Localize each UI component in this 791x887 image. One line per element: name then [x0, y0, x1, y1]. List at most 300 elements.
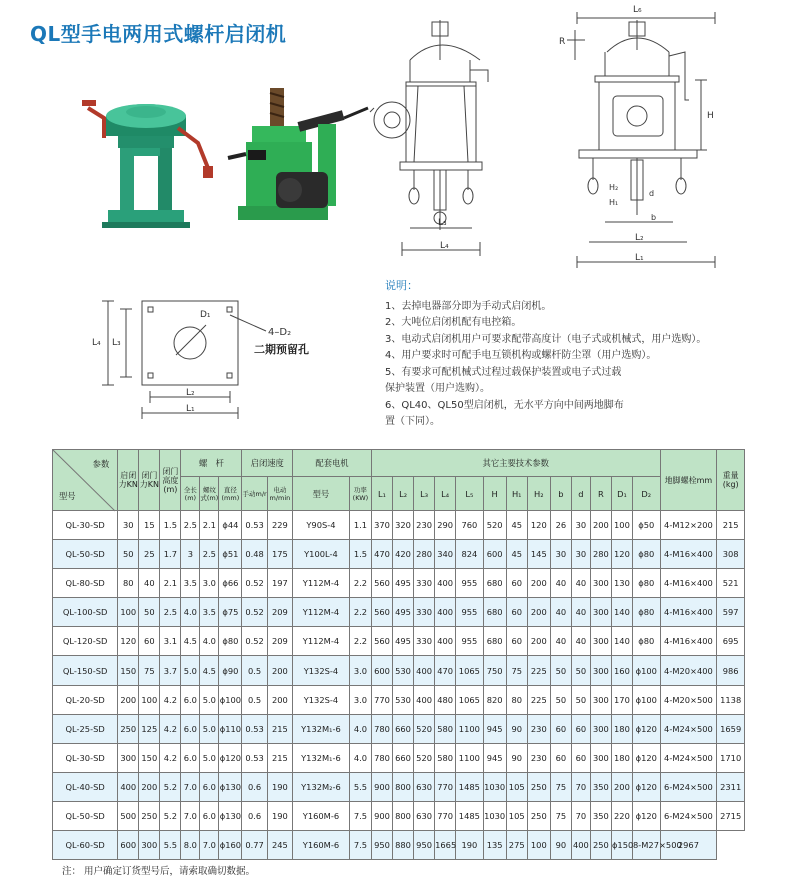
table-cell: 4-M16×400 — [660, 598, 717, 627]
table-cell: 1.5 — [160, 511, 181, 540]
table-row — [53, 656, 745, 685]
header-close-force: 闭门力KN — [139, 450, 160, 511]
table-cell: 4.0 — [200, 627, 219, 656]
table-cell: 340 — [435, 540, 456, 569]
table-cell: ϕ80 — [219, 627, 242, 656]
header-other-l5: L₅ — [456, 477, 483, 511]
table-cell: 25 — [139, 540, 160, 569]
table-cell: 250 — [139, 801, 160, 830]
table-cell: 2.2 — [349, 598, 371, 627]
table-row — [53, 831, 745, 860]
front-elevation-drawing — [555, 0, 740, 275]
table-cell: QL-100-SD — [53, 598, 118, 627]
table-cell: 60 — [506, 598, 527, 627]
table-cell: 480 — [435, 685, 456, 714]
label-b: b — [651, 213, 657, 222]
table-cell: 50 — [571, 685, 590, 714]
header-anchor-bolt: 地脚螺栓mm — [660, 450, 717, 511]
table-cell: 60 — [506, 569, 527, 598]
table-cell: 75 — [550, 772, 571, 801]
table-cell: 560 — [371, 627, 392, 656]
label-holes: 4–D₂ — [268, 327, 292, 338]
table-cell: 370 — [371, 511, 392, 540]
table-cell: 6.0 — [181, 743, 200, 772]
table-cell: 300 — [590, 685, 611, 714]
table-cell: 955 — [456, 627, 483, 656]
table-cell: 6.0 — [181, 685, 200, 714]
table-cell: 4.0 — [181, 598, 200, 627]
label-h: H — [707, 111, 714, 121]
spec-table — [52, 449, 745, 860]
table-cell: 770 — [371, 685, 392, 714]
table-cell: 8-M27×500 — [632, 831, 660, 860]
table-cell: 330 — [414, 627, 435, 656]
header-other-d: d — [571, 477, 590, 511]
table-cell: ϕ80 — [632, 627, 660, 656]
header-other-b: b — [550, 477, 571, 511]
table-cell: 6.0 — [200, 772, 219, 801]
table-cell: 120 — [527, 511, 550, 540]
table-cell: 197 — [267, 569, 292, 598]
header-speed-group: 启闭速度 — [242, 450, 293, 477]
table-cell: ϕ80 — [632, 569, 660, 598]
spec-table-body — [53, 511, 745, 860]
table-row — [53, 540, 745, 569]
table-cell: 190 — [267, 772, 292, 801]
table-cell: 1065 — [456, 685, 483, 714]
table-cell: 770 — [435, 801, 456, 830]
table-cell: 170 — [611, 685, 632, 714]
table-cell: 2.5 — [200, 540, 219, 569]
table-cell: 680 — [483, 627, 506, 656]
table-cell: 4.0 — [349, 714, 371, 743]
label-l6: L₆ — [633, 5, 642, 15]
table-cell: 7.0 — [200, 831, 219, 860]
table-cell: 760 — [456, 511, 483, 540]
header-other-l4: L₄ — [435, 477, 456, 511]
label-plan-l1: L₁ — [186, 404, 195, 414]
table-cell: 400 — [414, 685, 435, 714]
table-cell: 40 — [571, 627, 590, 656]
table-cell: QL-120-SD — [53, 627, 118, 656]
note-line: 3、电动式启闭机用户可要求配带高度计（电子式或机械式，用户选购）。 — [385, 333, 707, 345]
table-cell: 4-M24×500 — [660, 714, 717, 743]
table-cell: 0.5 — [242, 656, 267, 685]
note-line: 1、去掉电器部分即为手动式启闭机。 — [385, 300, 552, 312]
table-cell: 400 — [571, 831, 590, 860]
table-cell: 680 — [483, 598, 506, 627]
table-cell: 30 — [550, 540, 571, 569]
table-cell: 986 — [717, 656, 745, 685]
table-cell: QL-80-SD — [53, 569, 118, 598]
table-cell: 400 — [435, 598, 456, 627]
table-cell: 120 — [611, 540, 632, 569]
table-row — [53, 743, 745, 772]
table-cell: 229 — [267, 511, 292, 540]
table-cell: 300 — [590, 714, 611, 743]
notes-heading: 说明： — [385, 279, 418, 292]
table-cell: 300 — [590, 627, 611, 656]
table-cell: 40 — [571, 598, 590, 627]
table-cell: 0.53 — [242, 714, 267, 743]
table-cell: 50 — [571, 656, 590, 685]
table-cell: 330 — [414, 569, 435, 598]
table-cell: 5.2 — [160, 801, 181, 830]
table-cell: 275 — [506, 831, 527, 860]
table-cell: 780 — [371, 743, 392, 772]
table-cell: 70 — [571, 772, 590, 801]
table-cell: 4-M20×400 — [660, 656, 717, 685]
table-cell: 2.2 — [349, 627, 371, 656]
table-cell: ϕ80 — [632, 598, 660, 627]
table-cell: 280 — [414, 540, 435, 569]
table-cell: 495 — [393, 598, 414, 627]
table-cell: ϕ120 — [632, 801, 660, 830]
label-reserved-holes: 二期预留孔 — [254, 343, 309, 356]
table-cell: ϕ100 — [219, 685, 242, 714]
table-cell: 50 — [550, 685, 571, 714]
table-cell: 780 — [371, 714, 392, 743]
table-cell: ϕ110 — [219, 714, 242, 743]
electric-hoist-photo — [228, 88, 378, 228]
table-cell: 0.52 — [242, 569, 267, 598]
table-cell: ϕ120 — [632, 772, 660, 801]
table-cell: 80 — [118, 569, 139, 598]
table-cell: 300 — [118, 743, 139, 772]
table-cell: 770 — [435, 772, 456, 801]
table-cell: 955 — [456, 598, 483, 627]
table-cell: 200 — [611, 772, 632, 801]
table-cell: 280 — [590, 540, 611, 569]
table-cell: 125 — [139, 714, 160, 743]
table-cell: 0.5 — [242, 685, 267, 714]
table-cell: 100 — [118, 598, 139, 627]
table-cell: 3.5 — [181, 569, 200, 598]
table-cell: 2.1 — [200, 511, 219, 540]
table-row — [53, 511, 745, 540]
note-line: 4、用户要求时可配手电互锁机构或螺杆防尘罩（用户选购）。 — [385, 350, 657, 361]
table-cell: 600 — [483, 540, 506, 569]
table-cell: 520 — [483, 511, 506, 540]
label-d1: D₁ — [200, 310, 211, 320]
side-elevation-drawing — [370, 20, 510, 280]
table-cell: 580 — [435, 714, 456, 743]
table-cell: 400 — [118, 772, 139, 801]
label-h2: H₂ — [609, 183, 619, 192]
table-cell: ϕ120 — [632, 743, 660, 772]
table-cell: 630 — [414, 801, 435, 830]
table-cell: 200 — [590, 511, 611, 540]
table-cell: 105 — [506, 801, 527, 830]
table-cell: 75 — [506, 656, 527, 685]
table-cell: 60 — [571, 714, 590, 743]
table-cell: Y160M-6 — [293, 801, 350, 830]
table-cell: 230 — [527, 714, 550, 743]
page-title: QL型手电两用式螺杆启闭机 — [30, 22, 287, 46]
table-cell: 75 — [139, 656, 160, 685]
note-line: 2、大吨位启闭机配有电控箱。 — [385, 317, 522, 328]
table-cell: 3 — [181, 540, 200, 569]
label-r: R — [559, 37, 566, 47]
table-cell: 3.0 — [349, 656, 371, 685]
table-cell: 3.0 — [349, 685, 371, 714]
header-other-l3: L₃ — [414, 477, 435, 511]
table-cell: 495 — [393, 627, 414, 656]
table-cell: 180 — [611, 743, 632, 772]
table-cell: 60 — [571, 743, 590, 772]
table-cell: 300 — [590, 743, 611, 772]
table-cell: 140 — [611, 598, 632, 627]
table-cell: Y112M-4 — [293, 627, 350, 656]
table-cell: 1659 — [717, 714, 745, 743]
table-cell: Y132S-4 — [293, 685, 350, 714]
table-cell: 4.2 — [160, 714, 181, 743]
table-cell: 60 — [550, 743, 571, 772]
table-cell: 200 — [527, 569, 550, 598]
label-l2: L₂ — [635, 233, 644, 243]
table-cell: 320 — [393, 511, 414, 540]
table-cell: 225 — [527, 656, 550, 685]
table-cell: 70 — [571, 801, 590, 830]
table-cell: Y90S-4 — [293, 511, 350, 540]
table-cell: 190 — [456, 831, 483, 860]
header-screw-diameter: 直径(mm) — [219, 477, 242, 511]
table-cell: 5.0 — [181, 656, 200, 685]
table-cell: 215 — [717, 511, 745, 540]
table-cell: QL-50-SD — [53, 801, 118, 830]
table-cell: 215 — [267, 743, 292, 772]
table-cell: 660 — [393, 743, 414, 772]
header-other-l2: L₂ — [393, 477, 414, 511]
table-cell: 945 — [483, 714, 506, 743]
table-cell: 75 — [550, 801, 571, 830]
table-cell: 530 — [393, 656, 414, 685]
table-cell: 600 — [118, 831, 139, 860]
table-row — [53, 685, 745, 714]
table-cell: 8.0 — [181, 831, 200, 860]
table-cell: 7.5 — [349, 801, 371, 830]
table-row — [53, 627, 745, 656]
table-cell: 0.52 — [242, 627, 267, 656]
table-cell: 200 — [527, 627, 550, 656]
table-cell: 40 — [550, 627, 571, 656]
corner-top-label: 参数 — [92, 459, 110, 469]
table-cell: 5.0 — [200, 685, 219, 714]
table-cell: 2715 — [717, 801, 745, 830]
table-cell: Y132S-4 — [293, 656, 350, 685]
table-cell: Y112M-4 — [293, 598, 350, 627]
header-open-force: 启闭力KN — [118, 450, 139, 511]
table-cell: 145 — [527, 540, 550, 569]
table-cell: 495 — [393, 569, 414, 598]
table-cell: 220 — [611, 801, 632, 830]
table-cell: 800 — [393, 772, 414, 801]
table-cell: 520 — [414, 714, 435, 743]
table-cell: 105 — [506, 772, 527, 801]
table-cell: 950 — [414, 831, 435, 860]
table-cell: 180 — [611, 714, 632, 743]
table-cell: 50 — [550, 656, 571, 685]
table-cell: 209 — [267, 627, 292, 656]
table-cell: ϕ120 — [632, 714, 660, 743]
table-cell: 200 — [139, 772, 160, 801]
table-cell: Y132M₁-6 — [293, 743, 350, 772]
table-cell: 1665 — [435, 831, 456, 860]
table-cell: 330 — [414, 598, 435, 627]
table-cell: 209 — [267, 598, 292, 627]
table-cell: 1.7 — [160, 540, 181, 569]
table-cell: 1.5 — [349, 540, 371, 569]
table-cell: 1100 — [456, 743, 483, 772]
table-cell: 4-M16×400 — [660, 569, 717, 598]
table-cell: 695 — [717, 627, 745, 656]
table-cell: 580 — [435, 743, 456, 772]
table-cell: 5.5 — [349, 772, 371, 801]
table-cell: 30 — [571, 540, 590, 569]
table-cell: 2.1 — [160, 569, 181, 598]
table-cell: 750 — [483, 656, 506, 685]
table-cell: 2.5 — [181, 511, 200, 540]
table-cell: 1100 — [456, 714, 483, 743]
table-cell: 900 — [371, 772, 392, 801]
table-cell: 4.5 — [181, 627, 200, 656]
table-cell: 660 — [393, 714, 414, 743]
table-cell: 90 — [550, 831, 571, 860]
table-cell: 950 — [371, 831, 392, 860]
table-cell: 4.0 — [349, 743, 371, 772]
table-cell: 200 — [267, 685, 292, 714]
table-cell: 7.0 — [181, 772, 200, 801]
table-cell: 470 — [435, 656, 456, 685]
table-cell: Y132M₂-6 — [293, 772, 350, 801]
table-cell: 1030 — [483, 801, 506, 830]
table-cell: 5.0 — [200, 743, 219, 772]
table-cell: 140 — [611, 627, 632, 656]
table-cell: 2311 — [717, 772, 745, 801]
table-cell: 4-M20×500 — [660, 685, 717, 714]
table-cell: 1030 — [483, 772, 506, 801]
table-cell: QL-40-SD — [53, 772, 118, 801]
table-cell: ϕ130 — [219, 801, 242, 830]
label-plan-l2: L₂ — [186, 388, 195, 398]
table-cell: 1065 — [456, 656, 483, 685]
table-cell: 630 — [414, 772, 435, 801]
table-cell: 250 — [527, 772, 550, 801]
table-cell: Y112M-4 — [293, 569, 350, 598]
table-cell: 40 — [571, 569, 590, 598]
note-line: 6、QL40、QL50型启闭机，无水平方向中间两地脚布 — [385, 399, 624, 411]
table-cell: 3.5 — [200, 598, 219, 627]
table-cell: ϕ100 — [632, 656, 660, 685]
header-gate-height: 闭门高度(m) — [160, 450, 181, 511]
table-cell: 900 — [371, 801, 392, 830]
table-cell: 400 — [435, 569, 456, 598]
table-cell: 800 — [393, 801, 414, 830]
table-cell: 250 — [527, 801, 550, 830]
table-cell: 521 — [717, 569, 745, 598]
table-cell: Y132M₁-6 — [293, 714, 350, 743]
table-row — [53, 772, 745, 801]
table-cell: 200 — [267, 656, 292, 685]
table-cell: 0.53 — [242, 743, 267, 772]
table-cell: 250 — [590, 831, 611, 860]
table-cell: 200 — [118, 685, 139, 714]
table-cell: QL-30-SD — [53, 511, 118, 540]
table-cell: ϕ160 — [219, 831, 242, 860]
table-cell: 40 — [550, 598, 571, 627]
table-cell: 308 — [717, 540, 745, 569]
header-motor-group: 配套电机 — [293, 450, 372, 477]
table-cell: 7.5 — [349, 831, 371, 860]
table-cell: 1138 — [717, 685, 745, 714]
table-cell: 215 — [267, 714, 292, 743]
label-plan-l3: L₃ — [112, 338, 121, 348]
table-cell: 200 — [527, 598, 550, 627]
table-cell: QL-50-SD — [53, 540, 118, 569]
table-cell: 6.0 — [181, 714, 200, 743]
header-other-d1: D₁ — [611, 477, 632, 511]
table-row — [53, 801, 745, 830]
table-cell: Y100L-4 — [293, 540, 350, 569]
table-cell: 597 — [717, 598, 745, 627]
table-cell: 26 — [550, 511, 571, 540]
table-cell: 824 — [456, 540, 483, 569]
table-cell: 0.48 — [242, 540, 267, 569]
table-cell: 225 — [527, 685, 550, 714]
table-cell: 955 — [456, 569, 483, 598]
header-other-h2: H₂ — [527, 477, 550, 511]
table-cell: ϕ50 — [632, 511, 660, 540]
table-cell: 300 — [590, 569, 611, 598]
table-cell: QL-30-SD — [53, 743, 118, 772]
table-cell: 4-M16×400 — [660, 540, 717, 569]
table-cell: 5.0 — [200, 714, 219, 743]
header-motor-model: 型号 — [293, 477, 350, 511]
table-cell: 300 — [139, 831, 160, 860]
table-cell: 15 — [139, 511, 160, 540]
table-cell: 130 — [611, 569, 632, 598]
table-cell: ϕ44 — [219, 511, 242, 540]
table-cell: 150 — [139, 743, 160, 772]
table-cell: 945 — [483, 743, 506, 772]
table-cell: 230 — [414, 511, 435, 540]
table-row — [53, 569, 745, 598]
table-cell: 1.1 — [349, 511, 371, 540]
table-cell: 230 — [527, 743, 550, 772]
table-cell: 520 — [414, 743, 435, 772]
table-cell: 680 — [483, 569, 506, 598]
table-cell: 30 — [118, 511, 139, 540]
table-cell: 4.2 — [160, 685, 181, 714]
table-cell: 420 — [393, 540, 414, 569]
header-other-d2: D₂ — [632, 477, 660, 511]
table-cell: 245 — [267, 831, 292, 860]
header-speed-electric: 电动m/min — [267, 477, 292, 511]
label-h1: H₁ — [609, 198, 619, 207]
table-cell: 600 — [371, 656, 392, 685]
header-screw-group: 螺 杆 — [181, 450, 242, 477]
note-line: 置（下同）。 — [385, 416, 440, 427]
table-row — [53, 714, 745, 743]
header-motor-power: 功率(KW) — [349, 477, 371, 511]
table-cell: ϕ66 — [219, 569, 242, 598]
table-cell: 350 — [590, 772, 611, 801]
header-other-group: 其它主要技术参数 — [371, 450, 660, 477]
table-cell: 0.6 — [242, 772, 267, 801]
notes-block — [385, 278, 706, 431]
table-cell: 6-M24×500 — [660, 772, 717, 801]
table-cell: 6-M24×500 — [660, 801, 717, 830]
